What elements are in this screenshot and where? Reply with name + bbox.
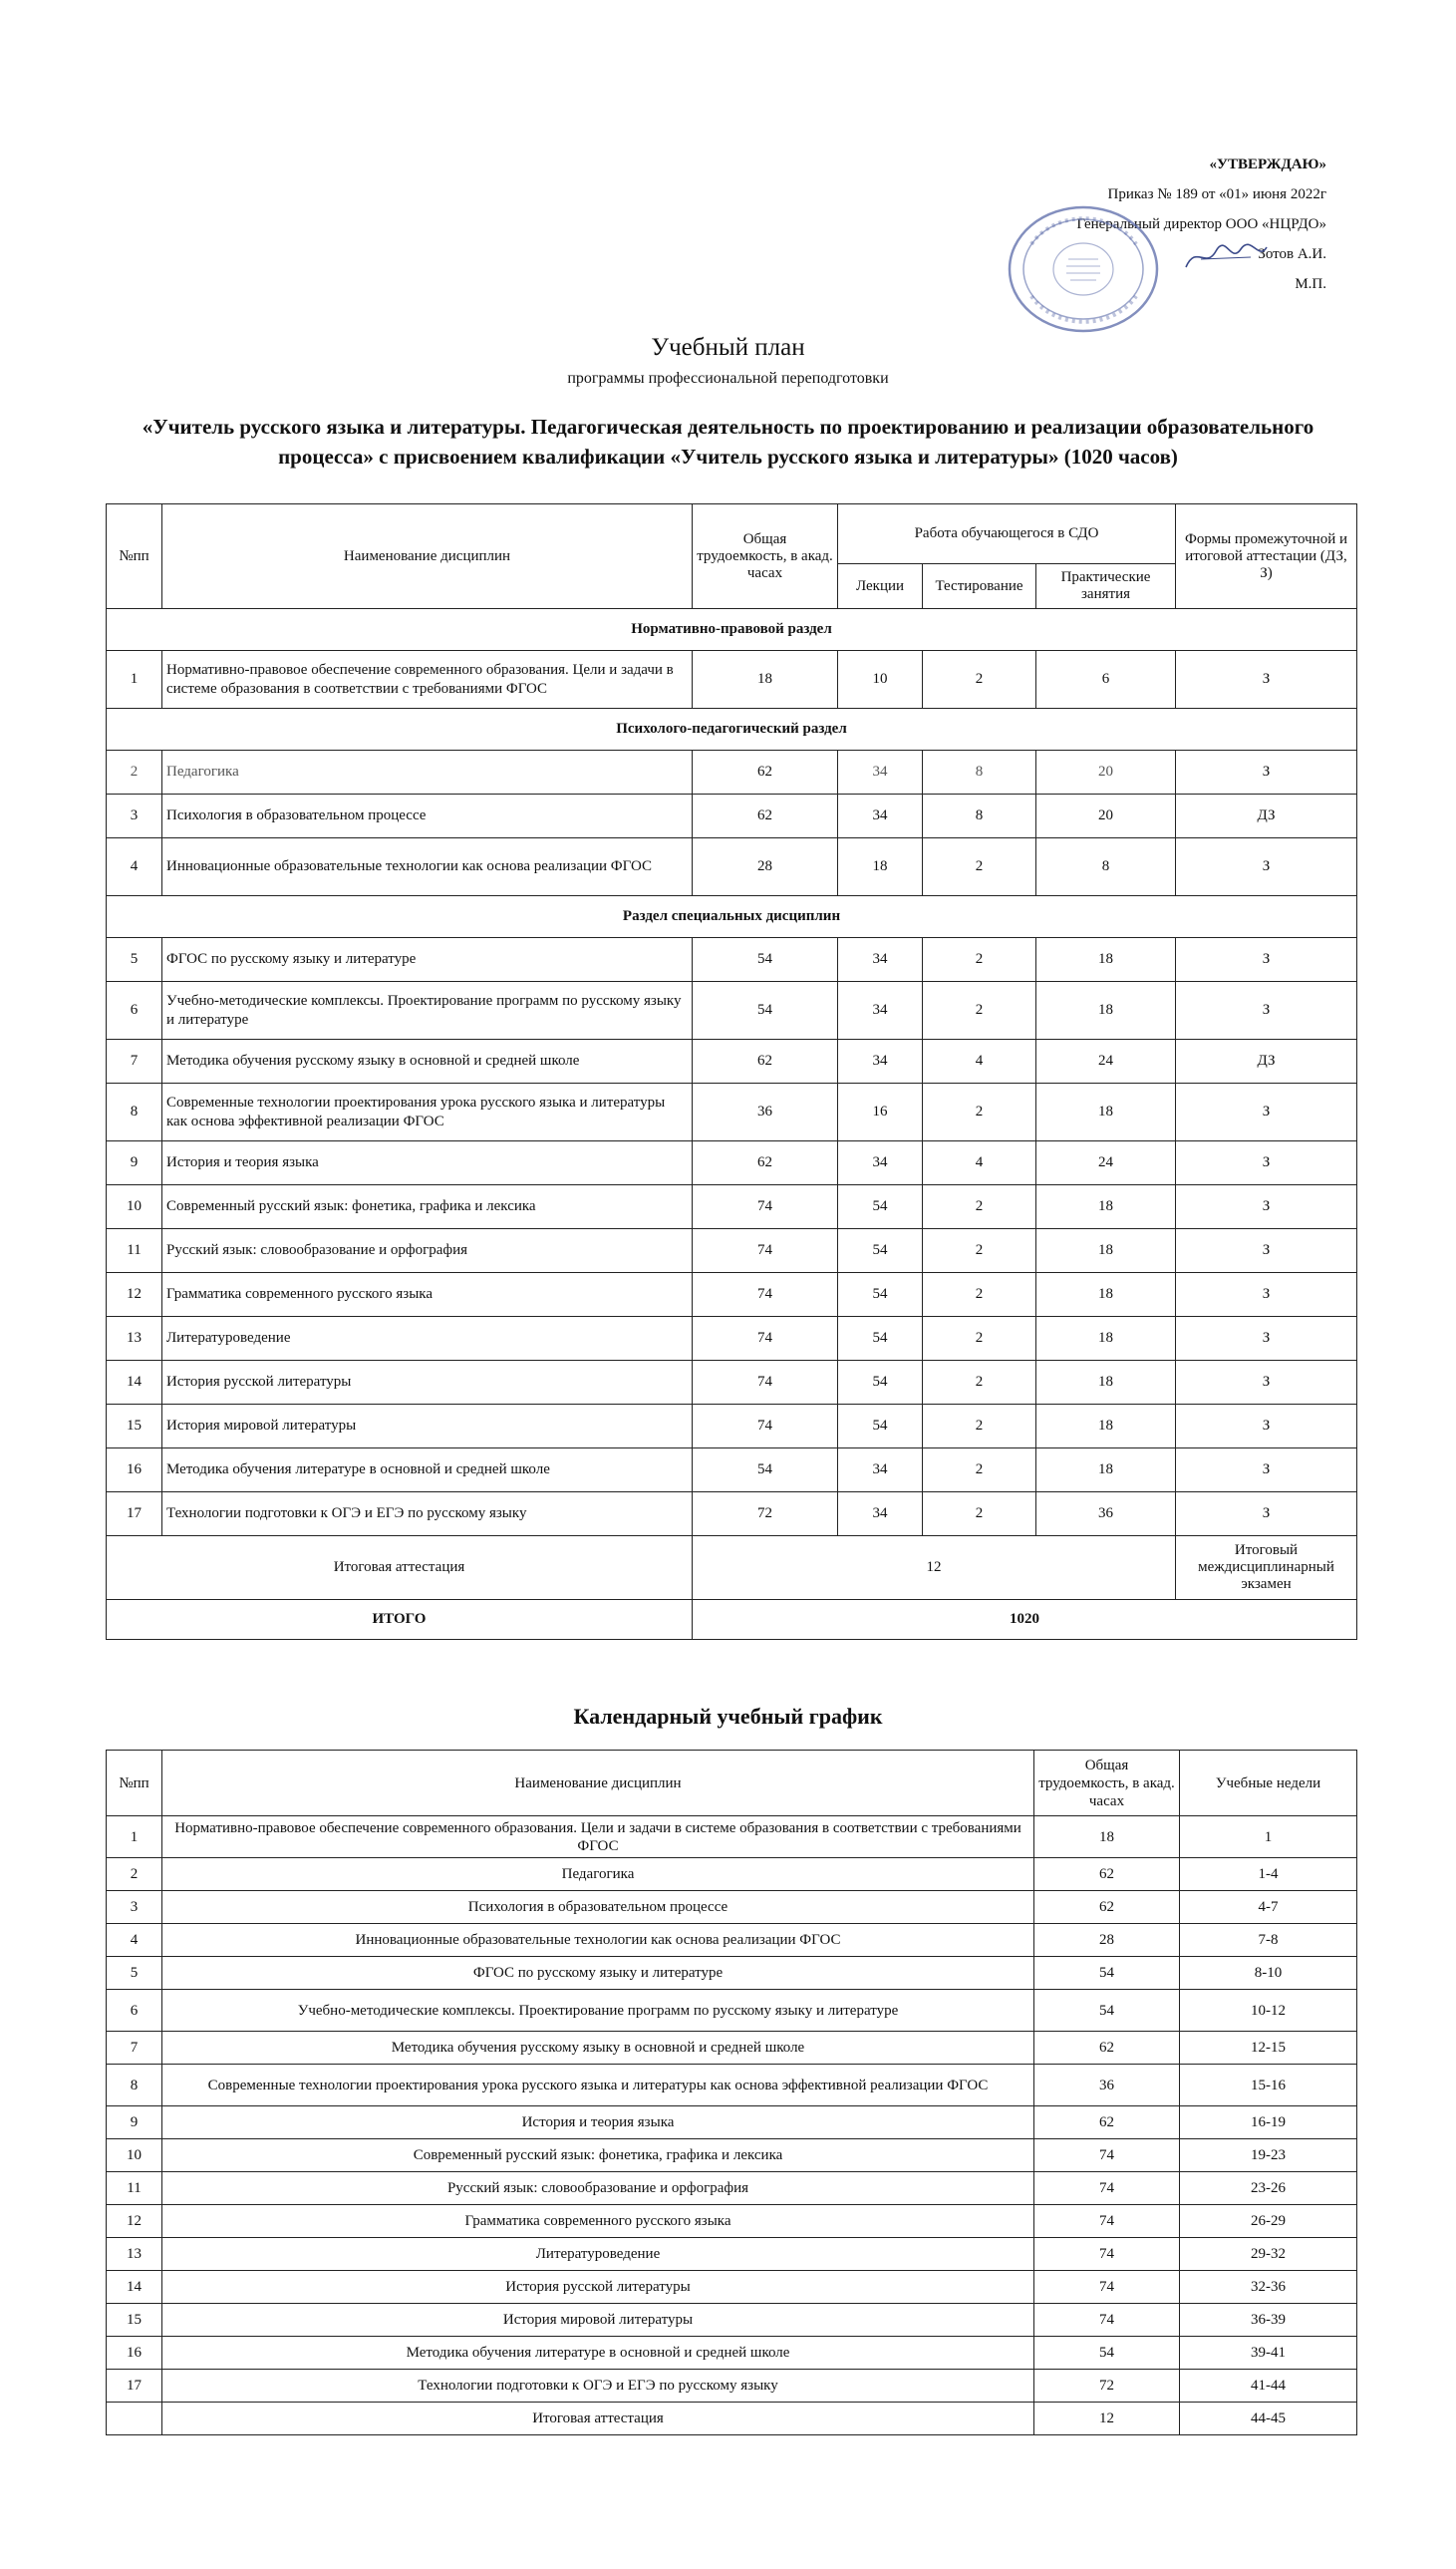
cal-header-weeks: Учебные недели bbox=[1180, 1751, 1357, 1816]
row-form: З bbox=[1176, 1448, 1357, 1492]
calendar-row bbox=[107, 2106, 1357, 2139]
final-form: Итоговый междисциплинарный экзамен bbox=[1176, 1536, 1357, 1600]
final-attestation-row bbox=[107, 1536, 1357, 1600]
row-practice: 20 bbox=[1036, 751, 1176, 795]
cal-num: 1 bbox=[107, 1816, 162, 1858]
row-lectures: 18 bbox=[838, 838, 923, 896]
approval-head: «УТВЕРЖДАЮ» bbox=[1209, 157, 1326, 172]
header-work: Работа обучающегося в СДО bbox=[838, 504, 1176, 564]
row-testing: 2 bbox=[923, 1273, 1036, 1317]
row-lectures: 54 bbox=[838, 1273, 923, 1317]
cal-name: История русской литературы bbox=[162, 2271, 1034, 2304]
section-row bbox=[107, 609, 1357, 651]
section-row bbox=[107, 896, 1357, 938]
row-num: 14 bbox=[107, 1361, 162, 1405]
row-form: З bbox=[1176, 751, 1357, 795]
row-testing: 8 bbox=[923, 751, 1036, 795]
row-practice: 24 bbox=[1036, 1040, 1176, 1084]
cal-name: История и теория языка bbox=[162, 2106, 1034, 2139]
cal-total: 12 bbox=[1034, 2403, 1180, 2435]
cal-num: 11 bbox=[107, 2172, 162, 2205]
cal-name: Современный русский язык: фонетика, графика и лексика bbox=[162, 2139, 1034, 2172]
cal-num: 12 bbox=[107, 2205, 162, 2238]
page-subtitle: программы профессиональной переподготовки bbox=[567, 370, 889, 387]
row-total: 62 bbox=[693, 1040, 838, 1084]
cal-weeks: 1-4 bbox=[1180, 1858, 1357, 1891]
section-row bbox=[107, 709, 1357, 751]
calendar-row bbox=[107, 2304, 1357, 2337]
cal-num: 9 bbox=[107, 2106, 162, 2139]
calendar-row bbox=[107, 1957, 1357, 1990]
row-name: История и теория языка bbox=[162, 1141, 693, 1185]
cal-total: 54 bbox=[1034, 1990, 1180, 2032]
table-row bbox=[107, 982, 1357, 1040]
row-testing: 8 bbox=[923, 795, 1036, 838]
row-practice: 18 bbox=[1036, 1317, 1176, 1361]
row-num: 8 bbox=[107, 1084, 162, 1141]
row-form: З bbox=[1176, 938, 1357, 982]
row-lectures: 10 bbox=[838, 651, 923, 709]
row-practice: 18 bbox=[1036, 1185, 1176, 1229]
row-name: История русской литературы bbox=[162, 1361, 693, 1405]
table-row bbox=[107, 1317, 1357, 1361]
row-testing: 4 bbox=[923, 1141, 1036, 1185]
row-name: Грамматика современного русского языка bbox=[162, 1273, 693, 1317]
header-testing: Тестирование bbox=[923, 564, 1036, 609]
row-total: 54 bbox=[693, 982, 838, 1040]
calendar-row bbox=[107, 2271, 1357, 2304]
row-form: З bbox=[1176, 1185, 1357, 1229]
cal-name: Современные технологии проектирования урока русского языка и литературы как основа эффективной реализации ФГОС bbox=[162, 2065, 1034, 2106]
cal-name: Технологии подготовки к ОГЭ и ЕГЭ по русскому языку bbox=[162, 2370, 1034, 2403]
calendar-title: Календарный учебный график bbox=[573, 1704, 883, 1729]
row-testing: 2 bbox=[923, 1361, 1036, 1405]
cal-name: Нормативно-правовое обеспечение современного образования. Цели и задачи в системе образования в соответствии с требованиями ФГОС bbox=[162, 1816, 1034, 1858]
row-num: 3 bbox=[107, 795, 162, 838]
row-name: Психология в образовательном процессе bbox=[162, 795, 693, 838]
table-row bbox=[107, 1405, 1357, 1448]
row-name: Технологии подготовки к ОГЭ и ЕГЭ по русскому языку bbox=[162, 1492, 693, 1536]
row-total: 74 bbox=[693, 1273, 838, 1317]
organization-seal-icon bbox=[1007, 204, 1161, 334]
row-practice: 18 bbox=[1036, 1273, 1176, 1317]
table-row bbox=[107, 751, 1357, 795]
calendar-row bbox=[107, 2403, 1357, 2435]
calendar-row bbox=[107, 1924, 1357, 1957]
cal-weeks: 32-36 bbox=[1180, 2271, 1357, 2304]
calendar-row bbox=[107, 2065, 1357, 2106]
cal-num: 17 bbox=[107, 2370, 162, 2403]
row-name: Методика обучения русскому языку в основной и средней школе bbox=[162, 1040, 693, 1084]
calendar-row bbox=[107, 1990, 1357, 2032]
row-testing: 2 bbox=[923, 1317, 1036, 1361]
table-row bbox=[107, 938, 1357, 982]
cal-name: Инновационные образовательные технологии как основа реализации ФГОС bbox=[162, 1924, 1034, 1957]
row-num: 4 bbox=[107, 838, 162, 896]
row-form: З bbox=[1176, 651, 1357, 709]
cal-total: 54 bbox=[1034, 2337, 1180, 2370]
row-name: Методика обучения литературе в основной и средней школе bbox=[162, 1448, 693, 1492]
cal-header-num: №пп bbox=[107, 1751, 162, 1816]
cal-name: Учебно-методические комплексы. Проектирование программ по русскому языку и литературе bbox=[162, 1990, 1034, 2032]
row-num: 2 bbox=[107, 751, 162, 795]
page-title: Учебный план bbox=[651, 334, 805, 361]
row-total: 74 bbox=[693, 1317, 838, 1361]
calendar-row bbox=[107, 2370, 1357, 2403]
cal-weeks: 23-26 bbox=[1180, 2172, 1357, 2205]
calendar-row bbox=[107, 1891, 1357, 1924]
row-testing: 2 bbox=[923, 1405, 1036, 1448]
signature-icon bbox=[1181, 239, 1271, 274]
table-row bbox=[107, 1229, 1357, 1273]
row-testing: 2 bbox=[923, 651, 1036, 709]
final-hours: 12 bbox=[693, 1536, 1176, 1600]
row-testing: 2 bbox=[923, 1084, 1036, 1141]
row-practice: 6 bbox=[1036, 651, 1176, 709]
cal-name: ФГОС по русскому языку и литературе bbox=[162, 1957, 1034, 1990]
approval-stamp-place: М.П. bbox=[1295, 276, 1326, 292]
table-row bbox=[107, 795, 1357, 838]
cal-num: 2 bbox=[107, 1858, 162, 1891]
row-total: 62 bbox=[693, 795, 838, 838]
table-row bbox=[107, 651, 1357, 709]
cal-num: 10 bbox=[107, 2139, 162, 2172]
header-name: Наименование дисциплин bbox=[162, 504, 693, 609]
row-name: Русский язык: словообразование и орфография bbox=[162, 1229, 693, 1273]
header-total: Общая трудоемкость, в акад. часах bbox=[693, 504, 838, 609]
row-practice: 36 bbox=[1036, 1492, 1176, 1536]
row-total: 62 bbox=[693, 751, 838, 795]
row-testing: 2 bbox=[923, 838, 1036, 896]
row-num: 13 bbox=[107, 1317, 162, 1361]
curriculum-table bbox=[106, 503, 1357, 1640]
cal-num: 13 bbox=[107, 2238, 162, 2271]
cal-total: 28 bbox=[1034, 1924, 1180, 1957]
row-practice: 18 bbox=[1036, 1084, 1176, 1141]
approval-position: Генеральный директор ООО «НЦРДО» bbox=[1076, 216, 1326, 232]
row-lectures: 34 bbox=[838, 795, 923, 838]
cal-total: 62 bbox=[1034, 2032, 1180, 2065]
row-num: 12 bbox=[107, 1273, 162, 1317]
row-total: 36 bbox=[693, 1084, 838, 1141]
cal-name: Русский язык: словообразование и орфография bbox=[162, 2172, 1034, 2205]
table-row bbox=[107, 838, 1357, 896]
row-total: 74 bbox=[693, 1185, 838, 1229]
row-testing: 2 bbox=[923, 982, 1036, 1040]
row-total: 28 bbox=[693, 838, 838, 896]
calendar-row bbox=[107, 2172, 1357, 2205]
cal-name: Психология в образовательном процессе bbox=[162, 1891, 1034, 1924]
row-num: 6 bbox=[107, 982, 162, 1040]
row-form: З bbox=[1176, 1405, 1357, 1448]
row-num: 1 bbox=[107, 651, 162, 709]
cal-total: 62 bbox=[1034, 2106, 1180, 2139]
cal-weeks: 8-10 bbox=[1180, 1957, 1357, 1990]
row-form: З bbox=[1176, 1492, 1357, 1536]
row-total: 62 bbox=[693, 1141, 838, 1185]
row-total: 72 bbox=[693, 1492, 838, 1536]
cal-weeks: 19-23 bbox=[1180, 2139, 1357, 2172]
table-row bbox=[107, 1448, 1357, 1492]
row-lectures: 34 bbox=[838, 982, 923, 1040]
row-lectures: 34 bbox=[838, 751, 923, 795]
row-num: 7 bbox=[107, 1040, 162, 1084]
cal-total: 72 bbox=[1034, 2370, 1180, 2403]
row-form: ДЗ bbox=[1176, 1040, 1357, 1084]
cal-weeks: 4-7 bbox=[1180, 1891, 1357, 1924]
row-lectures: 54 bbox=[838, 1229, 923, 1273]
table-row bbox=[107, 1273, 1357, 1317]
header-num: №пп bbox=[107, 504, 162, 609]
row-practice: 18 bbox=[1036, 1361, 1176, 1405]
cal-weeks: 39-41 bbox=[1180, 2337, 1357, 2370]
row-lectures: 34 bbox=[838, 1492, 923, 1536]
cal-total: 74 bbox=[1034, 2205, 1180, 2238]
cal-weeks: 1 bbox=[1180, 1816, 1357, 1858]
row-lectures: 54 bbox=[838, 1185, 923, 1229]
final-label: Итоговая аттестация bbox=[107, 1536, 693, 1600]
cal-total: 74 bbox=[1034, 2304, 1180, 2337]
row-total: 74 bbox=[693, 1405, 838, 1448]
cal-header-total: Общая трудоемкость, в акад. часах bbox=[1034, 1751, 1180, 1816]
row-lectures: 54 bbox=[838, 1405, 923, 1448]
row-name: Нормативно-правовое обеспечение современного образования. Цели и задачи в системе образования в соответствии с требованиями ФГОС bbox=[162, 651, 693, 709]
header-lectures: Лекции bbox=[838, 564, 923, 609]
row-name: История мировой литературы bbox=[162, 1405, 693, 1448]
row-name: Инновационные образовательные технологии как основа реализации ФГОС bbox=[162, 838, 693, 896]
row-lectures: 34 bbox=[838, 938, 923, 982]
cal-weeks: 36-39 bbox=[1180, 2304, 1357, 2337]
row-testing: 4 bbox=[923, 1040, 1036, 1084]
cal-num: 4 bbox=[107, 1924, 162, 1957]
row-num: 9 bbox=[107, 1141, 162, 1185]
cal-num: 5 bbox=[107, 1957, 162, 1990]
cal-weeks: 7-8 bbox=[1180, 1924, 1357, 1957]
row-practice: 18 bbox=[1036, 1448, 1176, 1492]
calendar-row bbox=[107, 1816, 1357, 1858]
cal-name: Грамматика современного русского языка bbox=[162, 2205, 1034, 2238]
section-title: Нормативно-правовой раздел bbox=[107, 609, 1357, 651]
row-form: З bbox=[1176, 1361, 1357, 1405]
table-header-row bbox=[107, 504, 1357, 564]
approval-order: Приказ № 189 от «01» июня 2022г bbox=[1107, 186, 1326, 202]
cal-total: 74 bbox=[1034, 2139, 1180, 2172]
table-row bbox=[107, 1361, 1357, 1405]
row-lectures: 54 bbox=[838, 1317, 923, 1361]
cal-header-name: Наименование дисциплин bbox=[162, 1751, 1034, 1816]
cal-num: 14 bbox=[107, 2271, 162, 2304]
table-row bbox=[107, 1040, 1357, 1084]
total-label: ИТОГО bbox=[107, 1600, 693, 1640]
cal-total: 36 bbox=[1034, 2065, 1180, 2106]
row-lectures: 34 bbox=[838, 1040, 923, 1084]
row-testing: 2 bbox=[923, 1185, 1036, 1229]
cal-total: 74 bbox=[1034, 2271, 1180, 2304]
section-title: Раздел специальных дисциплин bbox=[107, 896, 1357, 938]
row-testing: 2 bbox=[923, 1229, 1036, 1273]
calendar-row bbox=[107, 2337, 1357, 2370]
cal-name: Педагогика bbox=[162, 1858, 1034, 1891]
cal-weeks: 12-15 bbox=[1180, 2032, 1357, 2065]
cal-weeks: 29-32 bbox=[1180, 2238, 1357, 2271]
row-num: 16 bbox=[107, 1448, 162, 1492]
row-name: Учебно-методические комплексы. Проектирование программ по русскому языку и литературе bbox=[162, 982, 693, 1040]
row-practice: 18 bbox=[1036, 982, 1176, 1040]
calendar-row bbox=[107, 1858, 1357, 1891]
cal-num: 15 bbox=[107, 2304, 162, 2337]
row-num: 17 bbox=[107, 1492, 162, 1536]
row-name: Литературоведение bbox=[162, 1317, 693, 1361]
calendar-header-row bbox=[107, 1751, 1357, 1816]
row-name: Современные технологии проектирования урока русского языка и литературы как основа эффективной реализации ФГОС bbox=[162, 1084, 693, 1141]
row-num: 11 bbox=[107, 1229, 162, 1273]
cal-weeks: 44-45 bbox=[1180, 2403, 1357, 2435]
program-title: «Учитель русского языка и литературы. Педагогическая деятельность по проектированию и реализации образовательного процесса» с присвоением квалификации «Учитель русского языка и литературы» (1020 часов) bbox=[142, 415, 1314, 469]
row-total: 18 bbox=[693, 651, 838, 709]
approval-name: Зотов А.И. bbox=[1258, 246, 1326, 262]
cal-weeks: 15-16 bbox=[1180, 2065, 1357, 2106]
cal-total: 62 bbox=[1034, 1858, 1180, 1891]
cal-num: 6 bbox=[107, 1990, 162, 2032]
cal-num: 8 bbox=[107, 2065, 162, 2106]
row-form: З bbox=[1176, 1317, 1357, 1361]
cal-name: Литературоведение bbox=[162, 2238, 1034, 2271]
cal-weeks: 26-29 bbox=[1180, 2205, 1357, 2238]
calendar-table bbox=[106, 1750, 1357, 2435]
cal-total: 18 bbox=[1034, 1816, 1180, 1858]
row-form: З bbox=[1176, 1084, 1357, 1141]
row-name: Педагогика bbox=[162, 751, 693, 795]
table-row bbox=[107, 1185, 1357, 1229]
total-value: 1020 bbox=[693, 1600, 1357, 1640]
row-num: 5 bbox=[107, 938, 162, 982]
row-testing: 2 bbox=[923, 938, 1036, 982]
row-lectures: 34 bbox=[838, 1448, 923, 1492]
row-practice: 20 bbox=[1036, 795, 1176, 838]
table-row bbox=[107, 1141, 1357, 1185]
row-form: З bbox=[1176, 1141, 1357, 1185]
row-total: 54 bbox=[693, 1448, 838, 1492]
cal-total: 54 bbox=[1034, 1957, 1180, 1990]
row-total: 74 bbox=[693, 1229, 838, 1273]
row-form: ДЗ bbox=[1176, 795, 1357, 838]
cal-name: Итоговая аттестация bbox=[162, 2403, 1034, 2435]
cal-weeks: 41-44 bbox=[1180, 2370, 1357, 2403]
cal-num: 16 bbox=[107, 2337, 162, 2370]
row-form: З bbox=[1176, 1273, 1357, 1317]
row-lectures: 16 bbox=[838, 1084, 923, 1141]
header-forms: Формы промежуточной и итоговой аттестации (ДЗ, З) bbox=[1176, 504, 1357, 609]
row-form: З bbox=[1176, 982, 1357, 1040]
calendar-row bbox=[107, 2238, 1357, 2271]
row-num: 15 bbox=[107, 1405, 162, 1448]
total-row bbox=[107, 1600, 1357, 1640]
cal-name: Методика обучения литературе в основной и средней школе bbox=[162, 2337, 1034, 2370]
cal-name: Методика обучения русскому языку в основной и средней школе bbox=[162, 2032, 1034, 2065]
calendar-row bbox=[107, 2032, 1357, 2065]
calendar-row bbox=[107, 2205, 1357, 2238]
row-num: 10 bbox=[107, 1185, 162, 1229]
row-total: 74 bbox=[693, 1361, 838, 1405]
row-testing: 2 bbox=[923, 1492, 1036, 1536]
row-practice: 18 bbox=[1036, 938, 1176, 982]
row-practice: 24 bbox=[1036, 1141, 1176, 1185]
row-practice: 8 bbox=[1036, 838, 1176, 896]
cal-total: 74 bbox=[1034, 2238, 1180, 2271]
cal-weeks: 16-19 bbox=[1180, 2106, 1357, 2139]
cal-num bbox=[107, 2403, 162, 2435]
row-form: З bbox=[1176, 1229, 1357, 1273]
row-total: 54 bbox=[693, 938, 838, 982]
row-practice: 18 bbox=[1036, 1229, 1176, 1273]
row-name: ФГОС по русскому языку и литературе bbox=[162, 938, 693, 982]
cal-total: 62 bbox=[1034, 1891, 1180, 1924]
row-lectures: 54 bbox=[838, 1361, 923, 1405]
header-practice: Практические занятия bbox=[1036, 564, 1176, 609]
calendar-row bbox=[107, 2139, 1357, 2172]
cal-num: 7 bbox=[107, 2032, 162, 2065]
cal-num: 3 bbox=[107, 1891, 162, 1924]
row-practice: 18 bbox=[1036, 1405, 1176, 1448]
section-title: Психолого-педагогический раздел bbox=[107, 709, 1357, 751]
row-testing: 2 bbox=[923, 1448, 1036, 1492]
row-name: Современный русский язык: фонетика, графика и лексика bbox=[162, 1185, 693, 1229]
cal-name: История мировой литературы bbox=[162, 2304, 1034, 2337]
table-row bbox=[107, 1492, 1357, 1536]
cal-total: 74 bbox=[1034, 2172, 1180, 2205]
row-lectures: 34 bbox=[838, 1141, 923, 1185]
row-form: З bbox=[1176, 838, 1357, 896]
cal-weeks: 10-12 bbox=[1180, 1990, 1357, 2032]
table-row bbox=[107, 1084, 1357, 1141]
